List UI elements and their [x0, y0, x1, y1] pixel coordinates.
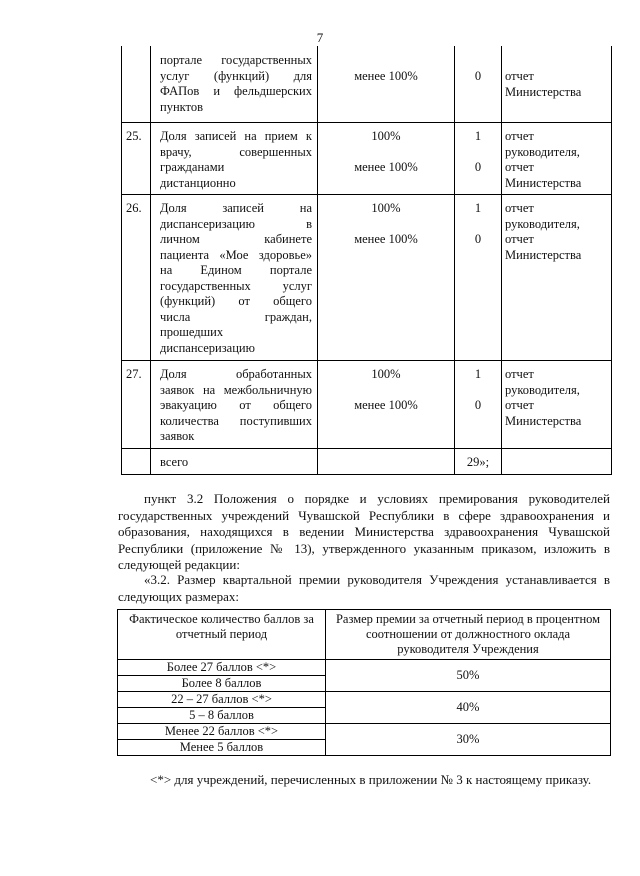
row-source-line: Министерства [505, 84, 582, 99]
row-description-line: эвакуацию от общего [160, 398, 312, 412]
row-source [505, 201, 611, 263]
table-border-left [121, 46, 122, 475]
header-premium-size: Размер премии за отчетный период в процентном соотношении от должностного оклада руководителя Учреждения [326, 610, 611, 660]
row-source-line: отчет [505, 398, 534, 412]
row-score: 0 [474, 232, 482, 246]
row-description-line: пунктов [160, 99, 203, 114]
row-value: 100% [371, 201, 401, 215]
row-description-line: заявок [160, 429, 195, 443]
points-cell: Более 27 баллов <*> [118, 660, 326, 676]
row-source-line: отчет [505, 232, 534, 246]
row-description-line: услуг (функций) для [160, 68, 312, 83]
table-row [160, 367, 312, 445]
row-description-line: Доля записей на [160, 201, 312, 215]
table-border-bottom [121, 474, 611, 475]
row-description-line: прошедших [160, 325, 224, 339]
paragraph-new-edition: «3.2. Размер квартальной премии руководителя Учреждения устанавливается в следующих размерах: [118, 572, 610, 604]
row-score: 0 [474, 398, 482, 412]
row-description-line: врачу, совершенных [160, 144, 312, 159]
row-separator [121, 360, 611, 361]
row-description-line: порталe государственных [160, 53, 312, 67]
row-value: менее 100% [354, 232, 418, 246]
points-cell: Более 8 баллов [118, 676, 326, 692]
row-value: менее 100% [354, 160, 418, 174]
premium-table-header [118, 610, 611, 660]
row-score: 0 [474, 160, 482, 174]
row-source-line: руководителя, [505, 144, 580, 159]
premium-percent: 40% [326, 692, 611, 724]
row-value: менее 100% [354, 69, 418, 83]
row-source-line: Министерства [505, 175, 582, 190]
row-source-line: Министерства [505, 413, 582, 428]
row-description-line: количества поступивших [160, 413, 312, 428]
row-score: 1 [474, 367, 482, 381]
row-source-line: отчет [505, 129, 534, 143]
row-description-line: ФАПов и фельдшерских [160, 84, 312, 98]
table-divider [501, 46, 502, 475]
row-description-line: заявок на межбольничную [160, 382, 312, 397]
row-description-line: числа граждан, [160, 309, 312, 324]
row-description-line: дистанционно [160, 175, 236, 190]
row-separator [121, 194, 611, 195]
row-source-line: отчет [505, 69, 534, 83]
table-row [160, 201, 312, 356]
page-number: 7 [316, 30, 324, 45]
row-value: 100% [371, 367, 401, 381]
row-score: 1 [474, 129, 482, 143]
row-description-line: на Едином портале [160, 263, 312, 277]
table-border-right [611, 46, 612, 475]
row-description-line: (функций) от общего [160, 294, 312, 308]
table-row [118, 660, 611, 676]
table-row [160, 129, 312, 191]
row-description-line: личном кабинете [160, 232, 312, 246]
row-source-line: руководителя, [505, 382, 580, 397]
footnote: <*> для учреждений, перечисленных в приложении № 3 к настоящему приказу. [150, 772, 592, 787]
table-row [160, 53, 312, 115]
points-cell: 5 – 8 баллов [118, 708, 326, 724]
row-value: менее 100% [354, 398, 418, 412]
table-row [118, 692, 611, 708]
row-separator [121, 448, 611, 449]
row-value: 100% [371, 129, 401, 143]
row-source-line: отчет [505, 160, 534, 174]
row-source [505, 69, 611, 100]
points-cell: 22 – 27 баллов <*> [118, 692, 326, 708]
row-description-line: Доля обработанных [160, 367, 312, 381]
row-description-line: диспансеризацию в [160, 216, 312, 231]
row-source-line: отчет [505, 201, 534, 215]
row-source-line: отчет [505, 367, 534, 381]
row-score: 0 [474, 69, 482, 83]
premium-percent: 30% [326, 724, 611, 756]
row-separator [121, 122, 611, 123]
points-cell: Менее 22 баллов <*> [118, 724, 326, 740]
row-number: 26. [126, 201, 142, 215]
points-cell: Менее 5 баллов [118, 740, 326, 756]
row-source-line: Министерства [505, 247, 582, 262]
premium-percent: 50% [326, 660, 611, 692]
row-source [505, 129, 611, 191]
row-description-line: Доля записей на прием к [160, 129, 312, 143]
table-row [118, 724, 611, 740]
row-description-line: государственных услуг [160, 278, 312, 293]
total-label: всего [160, 455, 189, 469]
row-number: 25. [126, 129, 142, 143]
paragraph-amendment: пункт 3.2 Положения о порядке и условиях премирования руководителей государственных учреждений Чувашской Республики в сфере здравоохранения и образования, находящихся в ведении Министерства здравоохранения Чувашской Республики (приложение № 13), утвержденного указанным приказом, изложить в следующей редакции: [118, 491, 610, 572]
row-number: 27. [126, 367, 142, 381]
row-description-line: гражданами [160, 160, 225, 174]
table-divider [150, 46, 151, 475]
row-description-line: диспансеризацию [160, 340, 255, 355]
row-score: 1 [474, 201, 482, 215]
premium-table [117, 609, 611, 756]
row-description-line: пациента «Мое здоровье» [160, 247, 312, 262]
row-source-line: руководителя, [505, 216, 580, 231]
row-source [505, 367, 611, 429]
total-score: 29»; [466, 455, 490, 469]
header-points: Фактическое количество баллов за отчетный период [118, 610, 326, 660]
